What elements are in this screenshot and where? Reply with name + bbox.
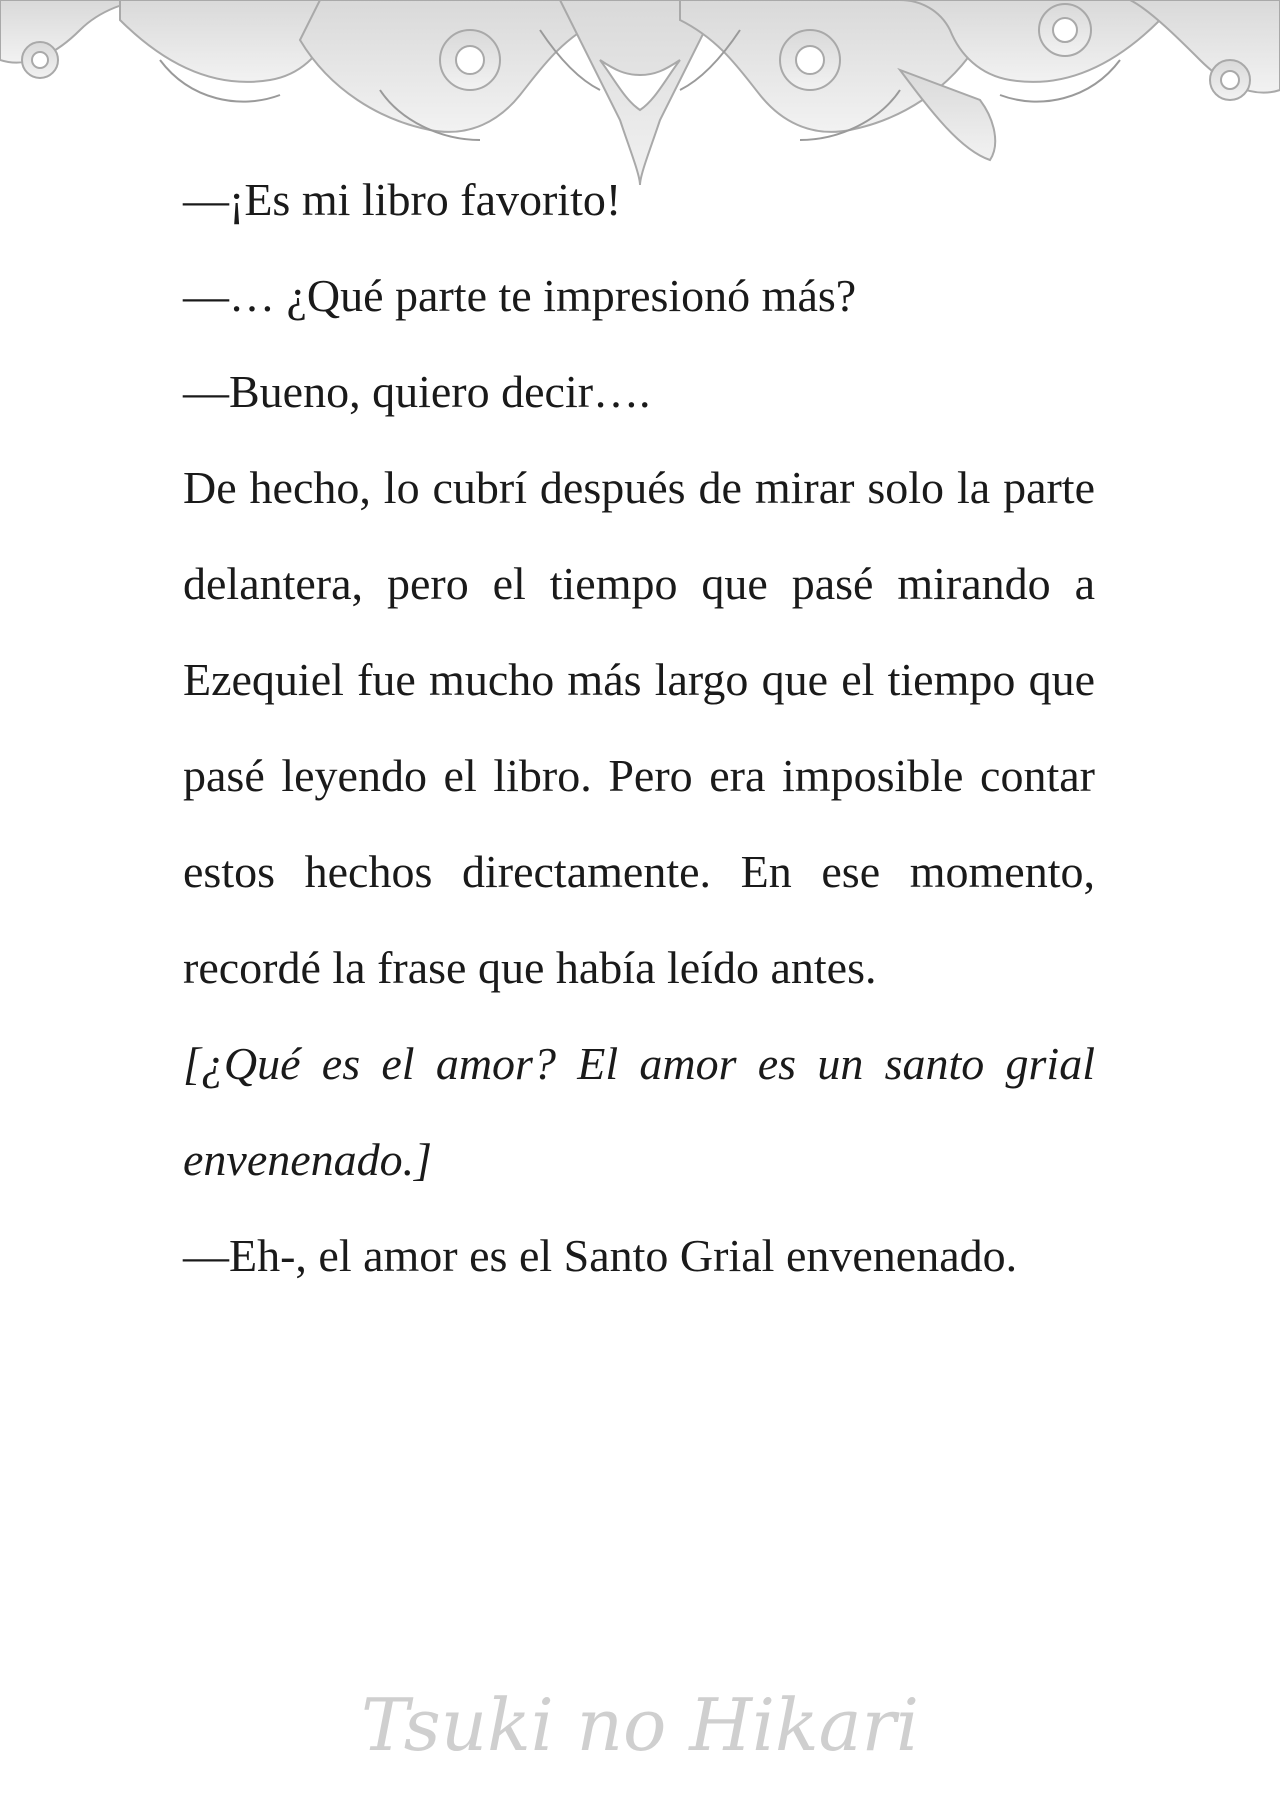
dialogue-line: —Bueno, quiero decir…. (183, 366, 651, 417)
dialogue-line: —… ¿Qué parte te impresionó más? (183, 270, 857, 321)
watermark-text: Tsuki no Hikari (360, 1683, 920, 1767)
page-body (183, 152, 1095, 1304)
quoted-phrase: [¿Qué es el amor? El amor es un santo grial envenenado.] (183, 1038, 1095, 1185)
dialogue-line: —¡Es mi libro favorito! (183, 174, 622, 225)
dialogue-line: —Eh-, el amor es el Santo Grial envenenado. (183, 1230, 1018, 1281)
watermark-signature (360, 1640, 920, 1800)
narration-paragraph: De hecho, lo cubrí después de mirar solo la parte delantera, pero el tiempo que pasé mirando a Ezequiel fue mucho más largo que el tiempo que pasé leyendo el libro. Pero era imposible contar estos hechos directamente. En ese momento, recordé la frase que había leído antes. (183, 462, 1095, 993)
